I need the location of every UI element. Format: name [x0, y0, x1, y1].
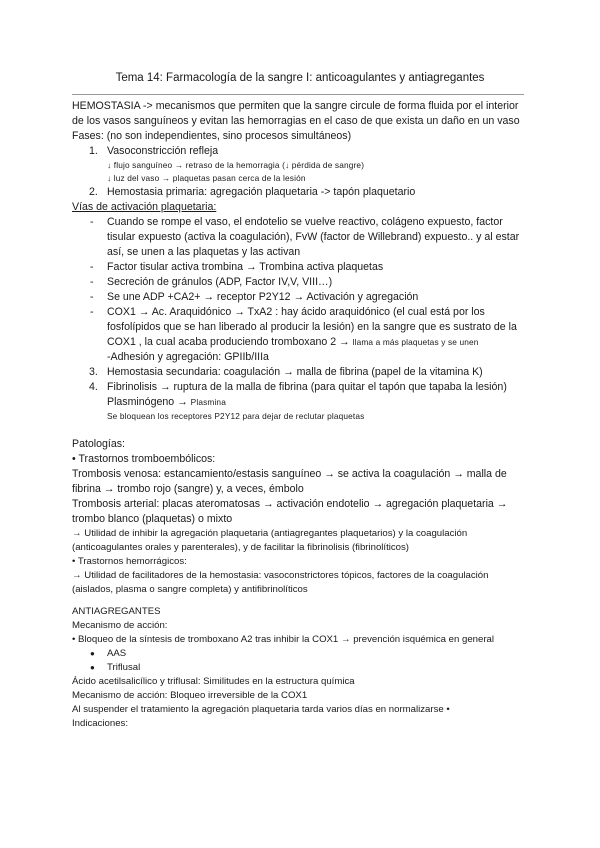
dash-marker: - [90, 216, 94, 228]
document-body [72, 99, 532, 731]
phase-item-4 [72, 380, 532, 395]
bloqueo-text: • Bloqueo de la síntesis de tromboxano A2 tras inhibir la COX1 [72, 634, 339, 645]
drug-name: Triflusal [107, 662, 141, 673]
plasminogen-line [72, 395, 532, 410]
via-item [72, 275, 532, 290]
hemostasia-definition: HEMOSTASIA -> mecanismos que permiten que la sangre circule de forma fluida por el interior de los vasos sanguíneos y evitan las hemorragias en el caso de que exista un daño en un vaso [72, 100, 520, 127]
suspender-text: Al suspender el tratamiento la agregación plaquetaria tarda varios días en normalizarse • [72, 704, 450, 715]
adhesion-text: -Adhesión y agregación: GPIIb/IIIa [107, 351, 269, 363]
similitudes-text: Ácido acetilsalicílico y triflusal: Similitudes en la estructura química [72, 676, 355, 687]
p2y12-note: Se bloquean los receptores P2Y12 para dejar de reclutar plaquetas [107, 411, 365, 421]
fases-label: Fases: (no son independientes, sino procesos simultáneos) [72, 130, 352, 142]
phase-item-3 [72, 365, 532, 380]
phases-list-b [72, 185, 532, 200]
drug-name: AAS [107, 648, 127, 659]
mecanismo-heading: Mecanismo de acción: [72, 620, 168, 631]
phase-text: Hemostasia secundaria: coagulación → malla de fibrina (papel de la vitamina K) [107, 366, 483, 378]
plasminogen-text: Plasminógeno → [107, 396, 188, 408]
drugs-list [72, 647, 532, 675]
phases-list-a [72, 144, 532, 159]
indicaciones-heading: Indicaciones: [72, 718, 128, 729]
spacer [72, 423, 532, 437]
dash-marker: - [90, 291, 94, 303]
plasmina-text: Plasmina [190, 397, 226, 407]
via-text: Cuando se rompe el vaso, el endotelio se vuelve reactivo, colágeno expuesto, factor tisular expuesto (activa la coagulación), FvW (factor de Willebrand) expuesto.. y al estar así, se unen a las plaquetas y las activan [107, 216, 520, 258]
mecanismo-accion-text: Mecanismo de acción: Bloqueo irreversible de la COX1 [72, 690, 308, 701]
via-item [72, 290, 532, 305]
dash-marker: - [90, 261, 94, 273]
tromboembolicos-heading: • Trastornos tromboembólicos: [72, 453, 216, 465]
phase1-sub-luz: ↓ luz del vaso → plaquetas pasan cerca de la lesión [107, 173, 306, 183]
drug-item [72, 647, 532, 661]
vias-list [72, 215, 532, 350]
bullet-marker: ● [90, 649, 95, 658]
via-item [72, 215, 532, 260]
list-marker: 2. [89, 186, 98, 198]
cox1-small-text: llama a más plaquetas y se unen [352, 337, 479, 347]
phase-text: Fibrinolisis → ruptura de la malla de fibrina (para quitar el tapón que tapaba la lesión) [107, 381, 507, 393]
list-marker: 3. [89, 366, 98, 378]
dash-marker: - [90, 306, 94, 318]
phase1-sub-flujo: ↓ flujo sanguíneo → retraso de la hemorragia (↓ pérdida de sangre) [107, 160, 365, 170]
trombosis-venosa: Trombosis venosa: estancamiento/estasis sanguíneo → se activa la coagulación → malla de fibrina → trombo rojo (sangre) y, a veces, émbolo [72, 468, 507, 495]
trombosis-arterial: Trombosis arterial: placas ateromatosas → activación endotelio → agregación plaquetaria → trombo blanco (plaquetas) o mixto [72, 498, 508, 525]
phases-list-c [72, 365, 532, 395]
list-marker: 1. [89, 145, 98, 157]
phase-item-2 [72, 185, 532, 200]
spacer [72, 597, 532, 605]
bullet-marker: ● [90, 663, 95, 672]
dash-marker: - [90, 276, 94, 288]
bloqueo-line [72, 633, 532, 647]
vias-title: Vías de activación plaquetaria: [72, 201, 217, 213]
patologias-title: Patologías: [72, 438, 126, 450]
phase-text: Vasoconstricción refleja [107, 145, 219, 157]
cox1-text: COX1 → Ac. Araquidónico → TxA2 : hay ácido araquidónico (el cual está por los fosfolípidos que se han liberado al producir la lesión) en la sangre que es sustrato de la COX1 , la cual acaba produciendo tromboxano 2 → [107, 306, 517, 348]
phase-item-1 [72, 144, 532, 159]
bloqueo-result: → prevención isquémica en general [340, 634, 495, 645]
page-title: Tema 14: Farmacología de la sangre I: anticoagulantes y antiagregantes [115, 72, 485, 84]
antiagregantes-title: ANTIAGREGANTES [72, 606, 161, 617]
utilidad-facilitadores: → Utilidad de facilitadores de la hemostasia: vasoconstrictores tópicos, factores de la coagulación (aislados, plasma o sangre completa) y antifibrinolíticos [72, 570, 489, 595]
title-divider [72, 94, 524, 95]
via-item [72, 260, 532, 275]
via-text: Se une ADP +CA2+ → receptor P2Y12 → Activación y agregación [107, 291, 419, 303]
list-marker: 4. [89, 381, 98, 393]
phase-text: Hemostasia primaria: agregación plaquetaria -> tapón plaquetario [107, 186, 416, 198]
drug-item [72, 661, 532, 675]
hemorragicos-heading: • Trastornos hemorrágicos: [72, 556, 187, 567]
via-text: Secreción de gránulos (ADP, Factor IV,V, VIII…) [107, 276, 333, 288]
via-text: Factor tisular activa trombina → Trombina activa plaquetas [107, 261, 384, 273]
via-item-cox1 [72, 305, 532, 350]
utilidad-inhibir: → Utilidad de inhibir la agregación plaquetaria (antiagregantes plaquetarios) y la coagulación (anticoagulantes orales y parenterales), y de facilitar la fibrinolisis (fibrinolíticos) [72, 528, 468, 553]
